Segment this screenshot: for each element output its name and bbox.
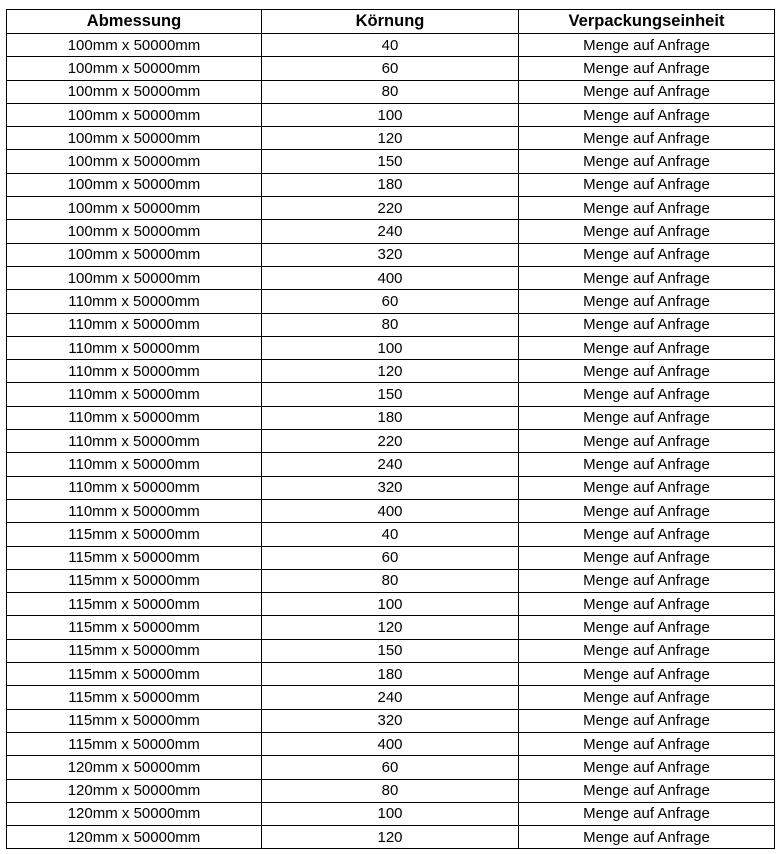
table-row	[7, 499, 775, 522]
cell-abmessung: 120mm x 50000mm	[7, 826, 262, 849]
table-row	[7, 406, 775, 429]
cell-verpackungseinheit: Menge auf Anfrage	[519, 80, 775, 103]
cell-abmessung: 110mm x 50000mm	[7, 406, 262, 429]
table-row	[7, 569, 775, 592]
header-row	[7, 10, 775, 34]
cell-abmessung: 100mm x 50000mm	[7, 220, 262, 243]
table-row	[7, 383, 775, 406]
cell-abmessung: 115mm x 50000mm	[7, 709, 262, 732]
cell-verpackungseinheit: Menge auf Anfrage	[519, 313, 775, 336]
cell-abmessung: 100mm x 50000mm	[7, 243, 262, 266]
table-row	[7, 709, 775, 732]
cell-verpackungseinheit: Menge auf Anfrage	[519, 34, 775, 57]
cell-verpackungseinheit: Menge auf Anfrage	[519, 523, 775, 546]
cell-koernung: 100	[262, 802, 519, 825]
cell-abmessung: 115mm x 50000mm	[7, 593, 262, 616]
cell-verpackungseinheit: Menge auf Anfrage	[519, 127, 775, 150]
cell-abmessung: 115mm x 50000mm	[7, 569, 262, 592]
cell-koernung: 80	[262, 779, 519, 802]
cell-koernung: 80	[262, 80, 519, 103]
table-row	[7, 593, 775, 616]
table-row	[7, 430, 775, 453]
cell-koernung: 120	[262, 360, 519, 383]
table-row	[7, 639, 775, 662]
cell-koernung: 60	[262, 546, 519, 569]
table-row	[7, 802, 775, 825]
cell-verpackungseinheit: Menge auf Anfrage	[519, 243, 775, 266]
cell-verpackungseinheit: Menge auf Anfrage	[519, 686, 775, 709]
table-header	[7, 10, 775, 34]
cell-abmessung: 115mm x 50000mm	[7, 663, 262, 686]
cell-koernung: 60	[262, 756, 519, 779]
cell-koernung: 320	[262, 243, 519, 266]
cell-abmessung: 100mm x 50000mm	[7, 34, 262, 57]
cell-verpackungseinheit: Menge auf Anfrage	[519, 499, 775, 522]
table-row	[7, 34, 775, 57]
table-body	[7, 34, 775, 849]
cell-abmessung: 110mm x 50000mm	[7, 313, 262, 336]
cell-koernung: 220	[262, 197, 519, 220]
cell-verpackungseinheit: Menge auf Anfrage	[519, 430, 775, 453]
cell-verpackungseinheit: Menge auf Anfrage	[519, 546, 775, 569]
cell-abmessung: 120mm x 50000mm	[7, 779, 262, 802]
cell-koernung: 320	[262, 476, 519, 499]
table-row	[7, 127, 775, 150]
cell-verpackungseinheit: Menge auf Anfrage	[519, 197, 775, 220]
cell-koernung: 400	[262, 732, 519, 755]
table-row	[7, 103, 775, 126]
cell-abmessung: 110mm x 50000mm	[7, 336, 262, 359]
table-row	[7, 57, 775, 80]
cell-koernung: 80	[262, 569, 519, 592]
table-row	[7, 453, 775, 476]
table-row	[7, 686, 775, 709]
table-row	[7, 173, 775, 196]
cell-verpackungseinheit: Menge auf Anfrage	[519, 639, 775, 662]
table-row	[7, 290, 775, 313]
cell-verpackungseinheit: Menge auf Anfrage	[519, 593, 775, 616]
table-row	[7, 616, 775, 639]
cell-koernung: 40	[262, 34, 519, 57]
cell-koernung: 180	[262, 173, 519, 196]
table-row	[7, 476, 775, 499]
table-row	[7, 756, 775, 779]
cell-verpackungseinheit: Menge auf Anfrage	[519, 709, 775, 732]
cell-koernung: 120	[262, 127, 519, 150]
cell-koernung: 240	[262, 220, 519, 243]
cell-verpackungseinheit: Menge auf Anfrage	[519, 616, 775, 639]
table-row	[7, 220, 775, 243]
cell-koernung: 150	[262, 150, 519, 173]
cell-koernung: 100	[262, 103, 519, 126]
cell-abmessung: 115mm x 50000mm	[7, 732, 262, 755]
cell-verpackungseinheit: Menge auf Anfrage	[519, 453, 775, 476]
cell-verpackungseinheit: Menge auf Anfrage	[519, 173, 775, 196]
cell-abmessung: 100mm x 50000mm	[7, 150, 262, 173]
table-row	[7, 80, 775, 103]
table-row	[7, 150, 775, 173]
cell-abmessung: 120mm x 50000mm	[7, 756, 262, 779]
cell-abmessung: 100mm x 50000mm	[7, 173, 262, 196]
cell-abmessung: 110mm x 50000mm	[7, 453, 262, 476]
cell-koernung: 240	[262, 453, 519, 476]
cell-verpackungseinheit: Menge auf Anfrage	[519, 336, 775, 359]
cell-abmessung: 115mm x 50000mm	[7, 523, 262, 546]
cell-abmessung: 110mm x 50000mm	[7, 476, 262, 499]
cell-abmessung: 115mm x 50000mm	[7, 686, 262, 709]
cell-verpackungseinheit: Menge auf Anfrage	[519, 383, 775, 406]
cell-abmessung: 100mm x 50000mm	[7, 57, 262, 80]
cell-koernung: 100	[262, 336, 519, 359]
cell-abmessung: 115mm x 50000mm	[7, 546, 262, 569]
cell-verpackungseinheit: Menge auf Anfrage	[519, 290, 775, 313]
cell-koernung: 80	[262, 313, 519, 336]
cell-abmessung: 110mm x 50000mm	[7, 383, 262, 406]
cell-koernung: 150	[262, 383, 519, 406]
table-row	[7, 732, 775, 755]
table-row	[7, 336, 775, 359]
cell-verpackungseinheit: Menge auf Anfrage	[519, 150, 775, 173]
cell-verpackungseinheit: Menge auf Anfrage	[519, 802, 775, 825]
cell-koernung: 320	[262, 709, 519, 732]
cell-verpackungseinheit: Menge auf Anfrage	[519, 756, 775, 779]
cell-verpackungseinheit: Menge auf Anfrage	[519, 220, 775, 243]
product-spec-table	[6, 9, 775, 849]
cell-koernung: 220	[262, 430, 519, 453]
cell-abmessung: 110mm x 50000mm	[7, 430, 262, 453]
cell-abmessung: 100mm x 50000mm	[7, 127, 262, 150]
cell-koernung: 240	[262, 686, 519, 709]
table-row	[7, 779, 775, 802]
table-row	[7, 313, 775, 336]
cell-abmessung: 100mm x 50000mm	[7, 103, 262, 126]
table-row	[7, 266, 775, 289]
table-row	[7, 197, 775, 220]
cell-abmessung: 100mm x 50000mm	[7, 197, 262, 220]
table-row	[7, 546, 775, 569]
cell-koernung: 40	[262, 523, 519, 546]
cell-koernung: 100	[262, 593, 519, 616]
cell-verpackungseinheit: Menge auf Anfrage	[519, 406, 775, 429]
cell-abmessung: 120mm x 50000mm	[7, 802, 262, 825]
cell-koernung: 400	[262, 266, 519, 289]
cell-koernung: 180	[262, 406, 519, 429]
header-verpackungseinheit: Verpackungseinheit	[519, 10, 775, 34]
cell-abmessung: 115mm x 50000mm	[7, 616, 262, 639]
header-abmessung: Abmessung	[7, 10, 262, 34]
cell-abmessung: 100mm x 50000mm	[7, 266, 262, 289]
table-row	[7, 523, 775, 546]
table-row	[7, 826, 775, 849]
cell-koernung: 60	[262, 290, 519, 313]
cell-abmessung: 110mm x 50000mm	[7, 290, 262, 313]
table-row	[7, 663, 775, 686]
cell-abmessung: 110mm x 50000mm	[7, 360, 262, 383]
header-koernung: Körnung	[262, 10, 519, 34]
cell-koernung: 150	[262, 639, 519, 662]
cell-verpackungseinheit: Menge auf Anfrage	[519, 57, 775, 80]
cell-verpackungseinheit: Menge auf Anfrage	[519, 826, 775, 849]
table-row	[7, 243, 775, 266]
cell-abmessung: 100mm x 50000mm	[7, 80, 262, 103]
cell-verpackungseinheit: Menge auf Anfrage	[519, 476, 775, 499]
cell-verpackungseinheit: Menge auf Anfrage	[519, 103, 775, 126]
cell-verpackungseinheit: Menge auf Anfrage	[519, 732, 775, 755]
cell-verpackungseinheit: Menge auf Anfrage	[519, 779, 775, 802]
cell-verpackungseinheit: Menge auf Anfrage	[519, 569, 775, 592]
cell-abmessung: 110mm x 50000mm	[7, 499, 262, 522]
table-row	[7, 360, 775, 383]
cell-koernung: 60	[262, 57, 519, 80]
cell-verpackungseinheit: Menge auf Anfrage	[519, 266, 775, 289]
cell-verpackungseinheit: Menge auf Anfrage	[519, 360, 775, 383]
cell-koernung: 180	[262, 663, 519, 686]
cell-koernung: 400	[262, 499, 519, 522]
cell-koernung: 120	[262, 826, 519, 849]
cell-verpackungseinheit: Menge auf Anfrage	[519, 663, 775, 686]
cell-abmessung: 115mm x 50000mm	[7, 639, 262, 662]
cell-koernung: 120	[262, 616, 519, 639]
